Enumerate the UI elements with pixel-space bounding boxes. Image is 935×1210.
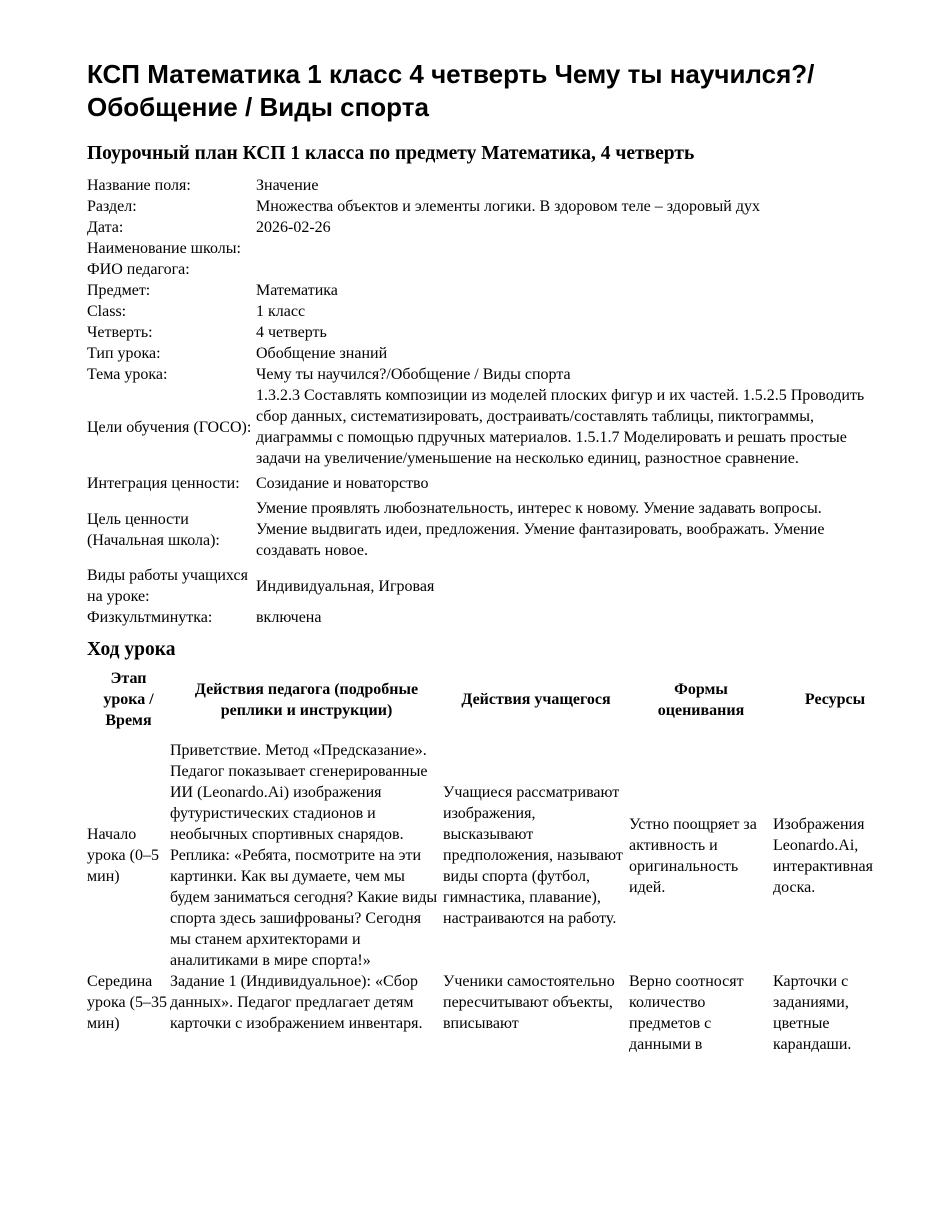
info-value: 1 класс [256,303,306,320]
info-value: Чему ты научился?/Обобщение / Виды спорта [256,366,571,383]
cell-stage: Начало урока (0–5 мин) [87,826,159,885]
column-header-assessment: Формы оценивания [657,680,745,719]
info-row [87,259,877,280]
cell-student: Учащиеся рассматривают изображения, высказывают предположения, называют виды спорта (футбол, гимнастика, плавание), настраиваются на работу. [443,784,623,927]
info-value: Множества объектов и элементы логики. В здоровом теле – здоровый дух [256,198,760,215]
info-row [87,217,877,238]
info-value: Индивидуальная, Игровая [256,577,435,595]
info-key: Наименование школы: [87,240,241,257]
info-row [87,385,877,469]
info-row [87,280,877,301]
info-row [87,364,877,385]
info-key: Виды работы учащихся на уроке: [87,567,248,605]
cell-assessment: Устно поощряет за активность и оригинальность идей. [629,815,757,896]
info-value: 4 четверть [256,324,327,341]
info-key: Class: [87,303,127,320]
info-row [87,343,877,364]
info-value: 2026-02-26 [256,219,331,236]
info-key: Цели обучения (ГОСО): [87,418,252,436]
cell-assessment: Верно соотносят количество предметов с данными в [629,973,744,1053]
table-header-row [87,668,897,740]
cell-teacher: Задание 1 (Индивидуальное): «Сбор данных». Педагог предлагает детям карточки с изображением инвентаря. [170,973,423,1032]
info-value: Обобщение знаний [256,345,388,362]
cell-resources: Изображения Leonardo.Ai, интерактивная доска. [773,815,874,896]
info-key: Четверть: [87,324,153,341]
column-header-student: Действия учащегося [461,691,611,708]
info-key: Дата: [87,219,124,236]
info-key: Цель ценности (Начальная школа): [87,510,220,549]
column-header-resources: Ресурсы [804,691,866,708]
plan-heading: Поурочный план КСП 1 класса по предмету Математика, 4 четверть [87,143,695,164]
info-key: Интеграция ценности: [87,475,240,492]
cell-teacher: Приветствие. Метод «Предсказание». Педагог показывает сгенерированные ИИ (Leonardo.Ai) изображения футуристических стадионов и необычных спортивных снарядов. Реплика: «Ребята, посмотрите на эти картинки. Как вы думаете, чем мы будем заниматься сегодня? Какие виды спорта здесь зашифрованы? Сегодня мы станем архитекторами и аналитиками в мире спорта!» [170,742,438,969]
info-value [256,259,877,280]
table-row [87,971,897,1055]
info-value: включена [256,609,322,626]
table-row [87,740,897,971]
info-key: ФИО педагога: [87,261,190,278]
lesson-info-table [87,175,877,628]
info-value: Умение проявлять любознательность, интерес к новому. Умение задавать вопросы. Умение выдвигать идеи, предложения. Умение фантазировать, воображать. Умение создавать новое. [256,500,825,559]
document-page [87,58,897,1055]
cell-stage: Середина урока (5–35 мин) [87,973,167,1032]
info-value [256,238,877,259]
lesson-flow-table [87,668,897,1055]
info-value: 1.3.2.3 Составлять композиции из моделей плоских фигур и их частей. 1.5.2.5 Проводить сбор данных, систематизировать, достраивать/составлять таблицы, пиктограммы, диаграммы с помощью пдручных материалов. 1.5.1.7 Моделировать и решать простые задачи на увеличение/уменьшение на несколько единиц, разностное сравнение. [256,387,865,467]
info-row [87,607,877,628]
info-key: Название поля: [87,177,191,194]
info-row [87,238,877,259]
info-value: Математика [256,282,338,299]
info-key: Тип урока: [87,345,161,362]
info-row [87,469,877,494]
info-row [87,301,877,322]
info-key: Тема урока: [87,366,168,383]
column-header-stage: Этап урока / Время [103,670,154,729]
info-value: Значение [256,177,319,194]
column-header-teacher: Действия педагога (подробные реплики и инструкции) [194,680,419,719]
info-row [87,494,877,561]
lesson-heading: Ход урока [87,639,176,660]
document-title: КСП Математика 1 класс 4 четверть Чему ты научился?/Обобщение / Виды спорта [87,59,815,122]
info-key: Раздел: [87,198,137,215]
info-key: Предмет: [87,282,151,299]
cell-resources: Карточки с заданиями, цветные карандаши. [773,973,852,1053]
info-row [87,175,877,196]
info-row [87,196,877,217]
info-key: Физкультминутка: [87,609,213,626]
info-row [87,322,877,343]
cell-student: Ученики самостоятельно пересчитывают объекты, вписывают [443,973,615,1032]
info-row [87,561,877,607]
info-value: Созидание и новаторство [256,475,429,492]
